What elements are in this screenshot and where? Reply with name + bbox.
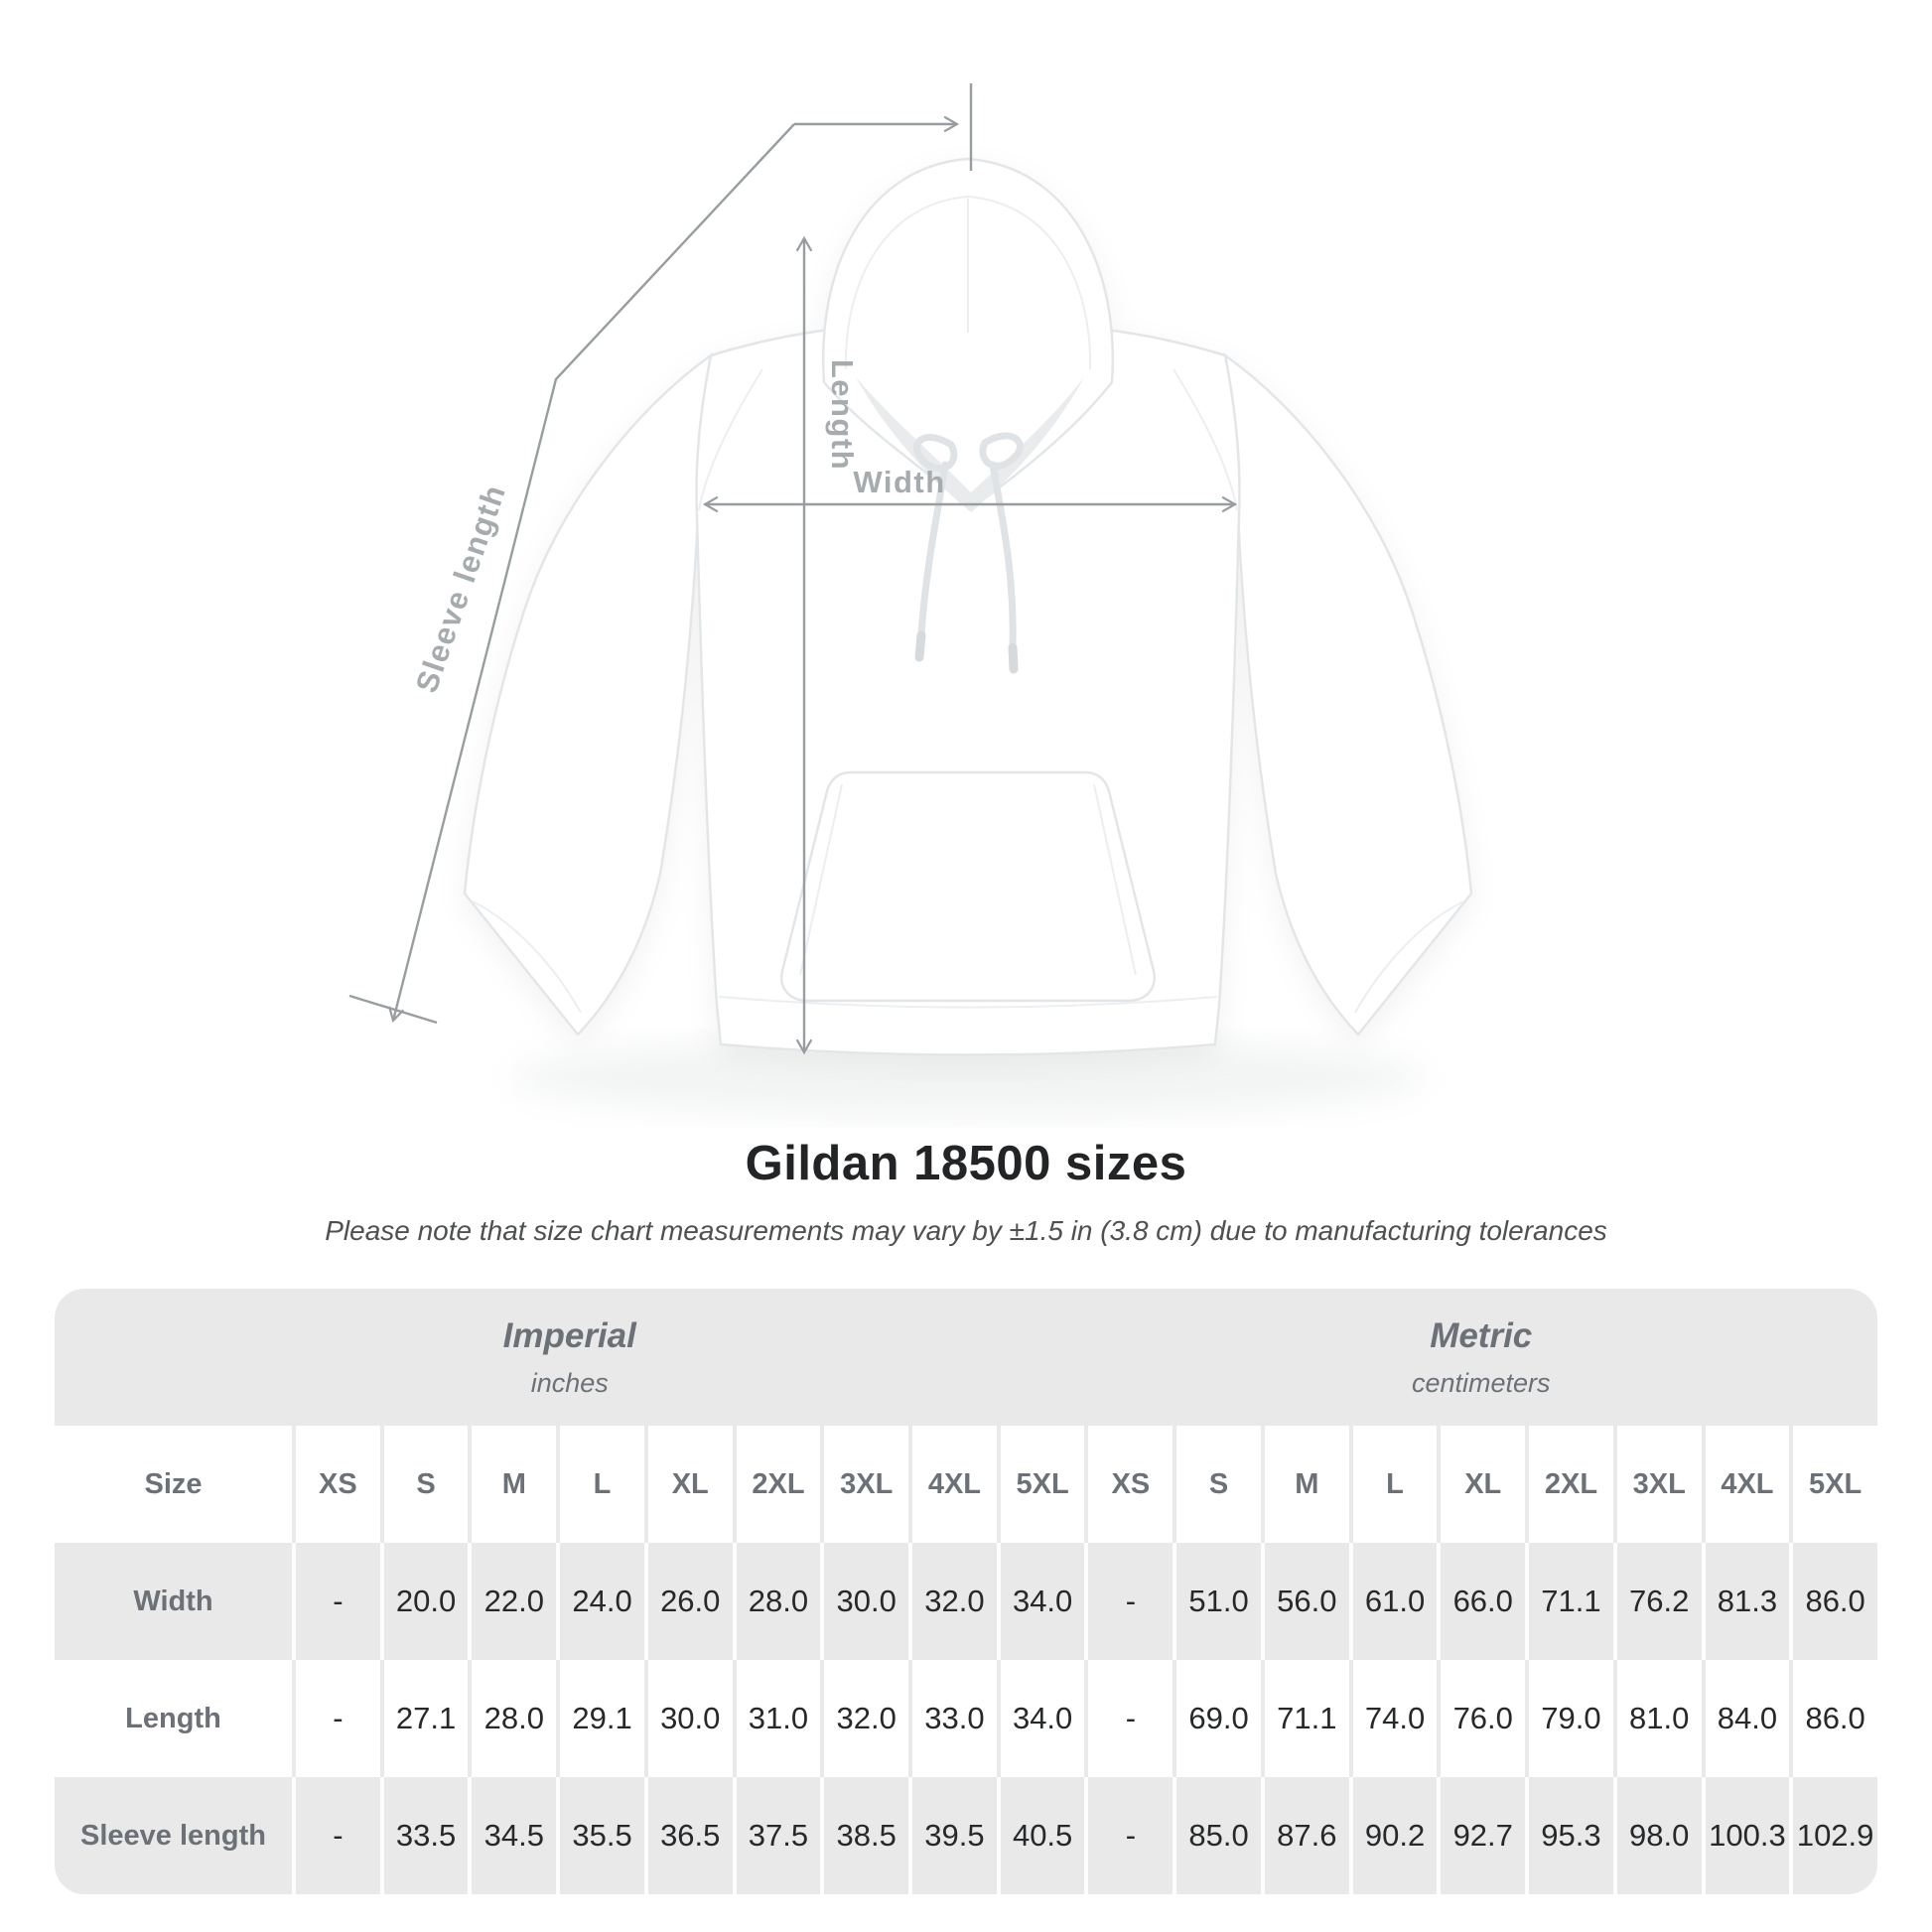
value-cell: -	[1084, 1660, 1173, 1777]
length-label: Length	[825, 358, 860, 472]
value-cell: -	[292, 1660, 380, 1777]
col-header-l: L	[1349, 1426, 1438, 1543]
col-header-4xl: 4XL	[1702, 1426, 1790, 1543]
imperial-section-header	[55, 1289, 1084, 1426]
value-cell: -	[1084, 1777, 1173, 1894]
col-header-m: M	[1261, 1426, 1349, 1543]
value-cell: 34.5	[468, 1777, 556, 1894]
value-cell: 81.3	[1702, 1543, 1790, 1660]
value-cell: 86.0	[1789, 1660, 1877, 1777]
value-cell: 76.2	[1613, 1543, 1702, 1660]
heading	[0, 1136, 1932, 1247]
value-cell: 32.0	[820, 1660, 908, 1777]
metric-unit: centimeters	[1411, 1367, 1551, 1398]
value-cell: 84.0	[1702, 1660, 1790, 1777]
col-header-xs: XS	[292, 1426, 380, 1543]
value-cell: 28.0	[733, 1543, 821, 1660]
col-header-xs: XS	[1084, 1426, 1173, 1543]
tolerance-note: Please note that size chart measurements may vary by ±1.5 in (3.8 cm) due to manufacturing tolerances	[325, 1215, 1607, 1246]
value-cell: 33.5	[380, 1777, 469, 1894]
value-cell: 71.1	[1261, 1660, 1349, 1777]
imperial-title: Imperial	[502, 1315, 636, 1355]
value-cell: 36.5	[644, 1777, 733, 1894]
value-cell: 66.0	[1437, 1543, 1525, 1660]
hoodie-right-sleeve	[1225, 355, 1471, 1035]
value-cell: 27.1	[380, 1660, 469, 1777]
hoodie-garment	[465, 159, 1471, 1055]
value-cell: 28.0	[468, 1660, 556, 1777]
value-cell: 90.2	[1349, 1777, 1438, 1894]
col-header-5xl: 5XL	[1789, 1426, 1877, 1543]
value-cell: -	[292, 1543, 380, 1660]
size-table	[55, 1289, 1877, 1894]
value-cell: 87.6	[1261, 1777, 1349, 1894]
value-cell: 37.5	[733, 1777, 821, 1894]
metric-section-header	[1084, 1289, 1877, 1426]
value-cell: 30.0	[820, 1543, 908, 1660]
value-cell: 79.0	[1525, 1660, 1613, 1777]
value-cell: 102.9	[1789, 1777, 1877, 1894]
value-cell: 100.3	[1702, 1777, 1790, 1894]
value-cell: 69.0	[1173, 1660, 1261, 1777]
value-cell: 39.5	[908, 1777, 997, 1894]
value-cell: 51.0	[1173, 1543, 1261, 1660]
col-header-m: M	[468, 1426, 556, 1543]
col-header-2xl: 2XL	[1525, 1426, 1613, 1543]
col-header-4xl: 4XL	[908, 1426, 997, 1543]
value-cell: 71.1	[1525, 1543, 1613, 1660]
hoodie-left-sleeve	[465, 355, 711, 1035]
page-title: Gildan 18500 sizes	[745, 1137, 1187, 1190]
value-cell: 35.5	[556, 1777, 644, 1894]
col-header-xl: XL	[644, 1426, 733, 1543]
col-header-l: L	[556, 1426, 644, 1543]
value-cell: 34.0	[997, 1660, 1085, 1777]
sleeve-length-label: Sleeve length	[408, 480, 513, 697]
value-cell: 61.0	[1349, 1543, 1438, 1660]
value-cell: 95.3	[1525, 1777, 1613, 1894]
col-header-3xl: 3XL	[820, 1426, 908, 1543]
value-cell: 29.1	[556, 1660, 644, 1777]
row-label: Sleeve length	[55, 1777, 292, 1894]
value-cell: 85.0	[1173, 1777, 1261, 1894]
value-cell: 74.0	[1349, 1660, 1438, 1777]
value-cell: 26.0	[644, 1543, 733, 1660]
value-cell: 76.0	[1437, 1660, 1525, 1777]
value-cell: 31.0	[733, 1660, 821, 1777]
col-header-s: S	[1173, 1426, 1261, 1543]
value-cell: 86.0	[1789, 1543, 1877, 1660]
size-column-header: Size	[55, 1426, 292, 1543]
value-cell: 24.0	[556, 1543, 644, 1660]
value-cell: 33.0	[908, 1660, 997, 1777]
value-cell: 98.0	[1613, 1777, 1702, 1894]
row-label: Length	[55, 1660, 292, 1777]
value-cell: 22.0	[468, 1543, 556, 1660]
col-header-s: S	[380, 1426, 469, 1543]
metric-title: Metric	[1430, 1315, 1533, 1355]
col-header-5xl: 5XL	[997, 1426, 1085, 1543]
value-cell: 40.5	[997, 1777, 1085, 1894]
value-cell: 30.0	[644, 1660, 733, 1777]
value-cell: 81.0	[1613, 1660, 1702, 1777]
value-cell: -	[1084, 1543, 1173, 1660]
value-cell: 20.0	[380, 1543, 469, 1660]
col-header-3xl: 3XL	[1613, 1426, 1702, 1543]
value-cell: 38.5	[820, 1777, 908, 1894]
value-cell: 34.0	[997, 1543, 1085, 1660]
width-label: Width	[853, 465, 946, 499]
value-cell: 92.7	[1437, 1777, 1525, 1894]
row-label: Width	[55, 1543, 292, 1660]
value-cell: 56.0	[1261, 1543, 1349, 1660]
value-cell: 32.0	[908, 1543, 997, 1660]
imperial-unit: inches	[530, 1367, 609, 1398]
value-cell: -	[292, 1777, 380, 1894]
col-header-xl: XL	[1437, 1426, 1525, 1543]
col-header-2xl: 2XL	[733, 1426, 821, 1543]
